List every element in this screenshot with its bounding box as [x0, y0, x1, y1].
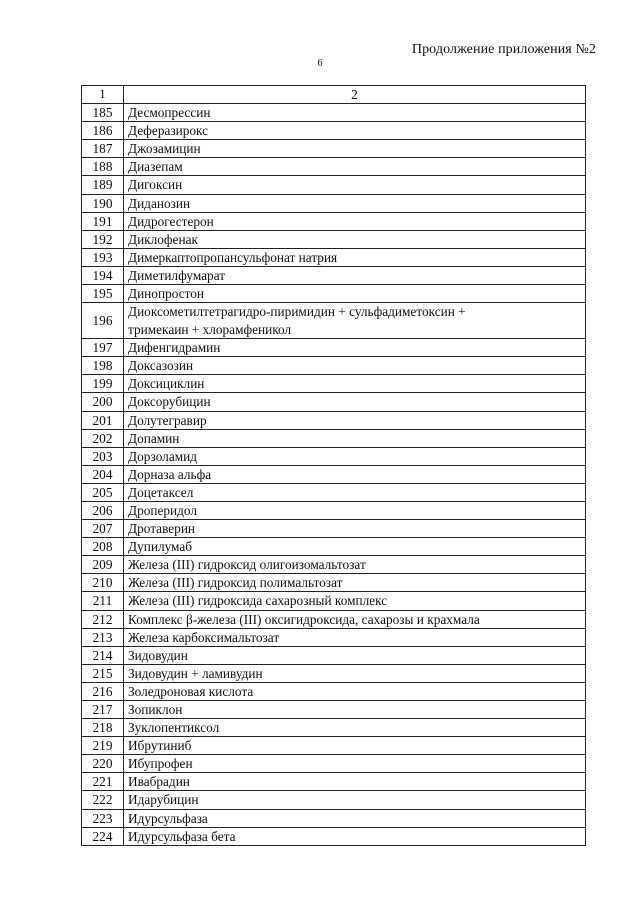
drug-name-cell: Ибрутиниб [124, 737, 586, 755]
column-header-number: 1 [82, 86, 124, 104]
table-row [82, 520, 586, 538]
table-row [82, 465, 586, 483]
drug-name-cell: Идурсульфаза [124, 809, 586, 827]
table-row [82, 791, 586, 809]
drug-name-cell: Дорназа альфа [124, 465, 586, 483]
drug-name-cell: Доксазозин [124, 357, 586, 375]
table-row [82, 773, 586, 791]
drug-name-cell: Идарубицин [124, 791, 586, 809]
row-number: 195 [82, 285, 124, 303]
row-number: 201 [82, 411, 124, 429]
table-row [82, 104, 586, 122]
drug-name-cell: Диазепам [124, 158, 586, 176]
table-row [82, 827, 586, 845]
table-row [82, 411, 586, 429]
row-number: 188 [82, 158, 124, 176]
drug-name-line: Диоксометилтетрагидро-пиримидин + сульфадиметоксин + [128, 304, 466, 320]
table-row [82, 303, 586, 339]
drug-name-cell: Доцетаксел [124, 483, 586, 501]
table-row [82, 339, 586, 357]
drug-name-cell: Зуклопентиксол [124, 719, 586, 737]
row-number: 218 [82, 719, 124, 737]
drug-name-cell: Дигоксин [124, 176, 586, 194]
row-number: 196 [82, 303, 124, 339]
drug-name-cell: Динопростон [124, 285, 586, 303]
table-body [82, 104, 586, 846]
drug-name-cell: Дидрогестерон [124, 212, 586, 230]
table-row [82, 556, 586, 574]
drug-name-cell: Зопиклон [124, 701, 586, 719]
drug-name-cell: Железа (III) гидроксида сахарозный комплекс [124, 592, 586, 610]
table-row [82, 501, 586, 519]
row-number: 202 [82, 429, 124, 447]
drug-name-cell: Диметилфумарат [124, 266, 586, 284]
drug-name-cell: Димеркаптопропансульфонат натрия [124, 248, 586, 266]
table-row [82, 230, 586, 248]
drug-name-cell: Доксорубицин [124, 393, 586, 411]
row-number: 210 [82, 574, 124, 592]
row-number: 206 [82, 501, 124, 519]
row-number: 209 [82, 556, 124, 574]
drug-name-cell: Доксициклин [124, 375, 586, 393]
row-number: 200 [82, 393, 124, 411]
row-number: 193 [82, 248, 124, 266]
table-row [82, 574, 586, 592]
table-row [82, 809, 586, 827]
table-row [82, 212, 586, 230]
row-number: 198 [82, 357, 124, 375]
row-number: 191 [82, 212, 124, 230]
row-number: 207 [82, 520, 124, 538]
row-number: 205 [82, 483, 124, 501]
table-row [82, 248, 586, 266]
table-row [82, 483, 586, 501]
drug-name-cell: Комплекс β-железа (III) оксигидроксида, сахарозы и крахмала [124, 610, 586, 628]
table-row [82, 122, 586, 140]
drug-name-cell: Диданозин [124, 194, 586, 212]
drug-name-line: тримекаин + хлорамфеникол [128, 321, 292, 337]
table-row [82, 194, 586, 212]
row-number: 190 [82, 194, 124, 212]
row-number: 185 [82, 104, 124, 122]
row-number: 187 [82, 140, 124, 158]
drug-name-cell: Джозамицин [124, 140, 586, 158]
table-row [82, 375, 586, 393]
drug-name-cell: Дупилумаб [124, 538, 586, 556]
table-row [82, 447, 586, 465]
drug-name-cell: Идурсульфаза бета [124, 827, 586, 845]
table-row [82, 176, 586, 194]
drug-name-cell: Ибупрофен [124, 755, 586, 773]
row-number: 192 [82, 230, 124, 248]
row-number: 204 [82, 465, 124, 483]
drug-name-cell: Дроперидол [124, 501, 586, 519]
table-header-row [82, 86, 586, 104]
row-number: 199 [82, 375, 124, 393]
table-row [82, 357, 586, 375]
table-row [82, 719, 586, 737]
drug-name-cell: Диклофенак [124, 230, 586, 248]
table-row [82, 646, 586, 664]
appendix-continuation-title: Продолжение приложения №2 [411, 42, 596, 57]
table-row [82, 664, 586, 682]
row-number: 220 [82, 755, 124, 773]
drug-name-cell: Железа (III) гидроксид полимальтозат [124, 574, 586, 592]
drug-name-cell [124, 303, 586, 339]
drug-name-cell: Дротаверин [124, 520, 586, 538]
drug-name-cell: Долутегравир [124, 411, 586, 429]
row-number: 213 [82, 628, 124, 646]
page-number: 6 [317, 58, 323, 69]
drug-name-cell: Десмопрессин [124, 104, 586, 122]
row-number: 221 [82, 773, 124, 791]
row-number: 219 [82, 737, 124, 755]
row-number: 214 [82, 646, 124, 664]
row-number: 212 [82, 610, 124, 628]
table-row [82, 285, 586, 303]
row-number: 223 [82, 809, 124, 827]
table-row [82, 682, 586, 700]
drug-name-cell: Допамин [124, 429, 586, 447]
drug-name-cell: Дорзоламид [124, 447, 586, 465]
table-row [82, 266, 586, 284]
row-number: 222 [82, 791, 124, 809]
drug-name-cell: Дифенгидрамин [124, 339, 586, 357]
drug-name-cell: Зидовудин [124, 646, 586, 664]
row-number: 215 [82, 664, 124, 682]
table-row [82, 592, 586, 610]
table-row [82, 140, 586, 158]
table-row [82, 701, 586, 719]
row-number: 217 [82, 701, 124, 719]
table-row [82, 737, 586, 755]
row-number: 211 [82, 592, 124, 610]
drug-name-cell: Зидовудин + ламивудин [124, 664, 586, 682]
table-row [82, 393, 586, 411]
table-row [82, 628, 586, 646]
row-number: 216 [82, 682, 124, 700]
table-row [82, 755, 586, 773]
table-row [82, 158, 586, 176]
drug-list-table [81, 85, 586, 846]
table-row [82, 429, 586, 447]
row-number: 208 [82, 538, 124, 556]
table-row [82, 610, 586, 628]
row-number: 203 [82, 447, 124, 465]
drug-name-cell: Деферазирокс [124, 122, 586, 140]
drug-name-cell: Железа карбоксимальтозат [124, 628, 586, 646]
drug-name-cell: Ивабрадин [124, 773, 586, 791]
row-number: 197 [82, 339, 124, 357]
row-number: 224 [82, 827, 124, 845]
table-row [82, 538, 586, 556]
drug-name-cell: Железа (III) гидроксид олигоизомальтозат [124, 556, 586, 574]
row-number: 189 [82, 176, 124, 194]
row-number: 194 [82, 266, 124, 284]
drug-name-cell: Золедроновая кислота [124, 682, 586, 700]
row-number: 186 [82, 122, 124, 140]
column-header-name: 2 [124, 86, 586, 104]
